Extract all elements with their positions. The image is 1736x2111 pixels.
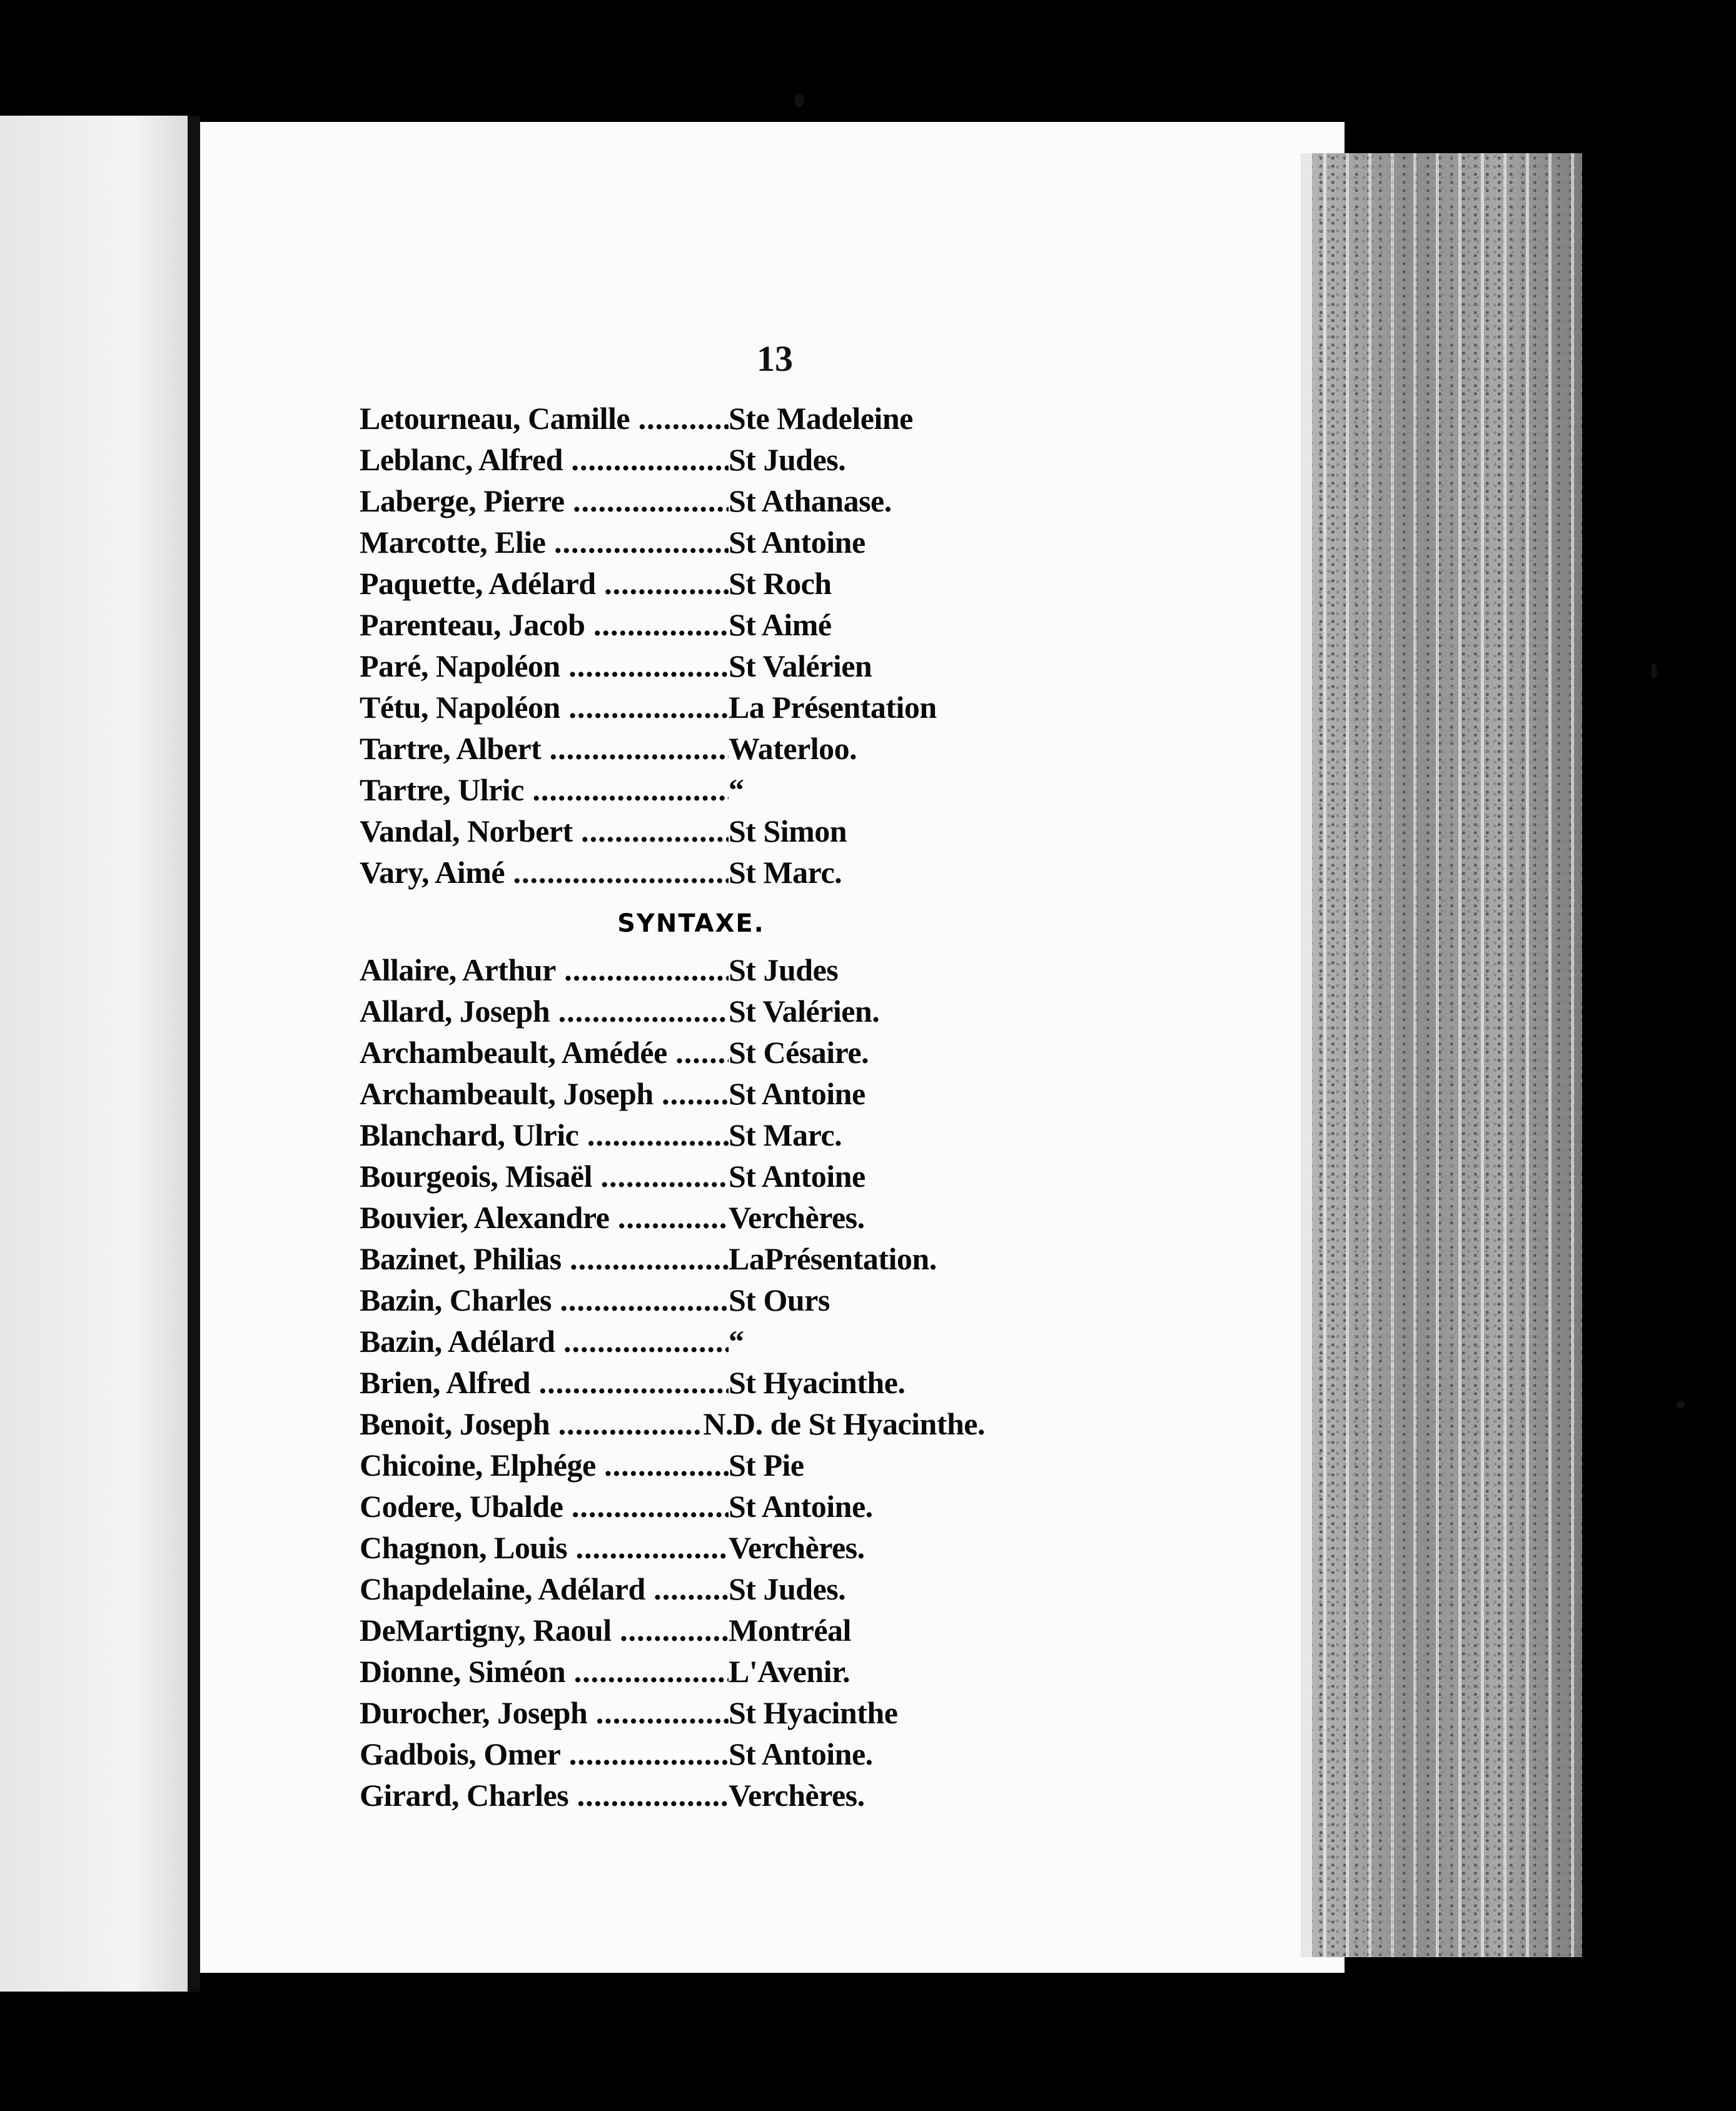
entry-name: Dionne, Siméon ..... <box>360 1653 729 1690</box>
list-item <box>360 648 985 689</box>
entry-name: Allaire, Arthur ..... <box>360 952 729 988</box>
entry-place: LaPrésentation. <box>729 1241 937 1276</box>
list-item <box>360 730 985 772</box>
entry-place: “ <box>729 1324 744 1359</box>
list-item <box>360 1117 985 1158</box>
list-item <box>360 1653 985 1695</box>
entry-name: Tartre, Ulric ..... <box>360 772 729 808</box>
entry-name: Marcotte, Elie ..... <box>360 524 729 560</box>
entry-place: St Athanase. <box>729 483 892 518</box>
page-edge-shadow <box>1301 153 1312 1957</box>
entry-name: Laberge, Pierre ..... <box>360 483 729 519</box>
entry-name: Bazin, Charles ..... <box>360 1282 729 1318</box>
entry-name: Bourgeois, Misaël ..... <box>360 1158 729 1194</box>
entry-place: “ <box>729 772 744 807</box>
list-item <box>360 1282 985 1323</box>
entry-name: Chapdelaine, Adélard ..... <box>360 1571 729 1607</box>
entry-place: N.D. de St Hyacinthe. <box>703 1406 985 1441</box>
entry-place: St Aimé <box>729 607 832 642</box>
list-item <box>360 854 985 895</box>
book-gutter <box>188 116 200 1992</box>
entry-name: Chagnon, Louis ..... <box>360 1529 729 1566</box>
entry-name: Paquette, Adélard ..... <box>360 565 729 602</box>
list-item <box>360 1695 985 1736</box>
entry-place: Verchères. <box>729 1778 865 1813</box>
entry-name: Leblanc, Alfred ..... <box>360 441 729 478</box>
entry-name: Durocher, Joseph ..... <box>360 1695 729 1731</box>
list-item <box>360 441 985 483</box>
entry-name: Benoit, Joseph ..... <box>360 1406 703 1442</box>
list-item <box>360 813 985 854</box>
list-item <box>360 689 985 730</box>
entry-place: L'Avenir. <box>729 1654 850 1689</box>
entry-place: St Antoine. <box>729 1489 873 1524</box>
list-item <box>360 1158 985 1199</box>
list-item <box>360 1571 985 1612</box>
entry-place: St Judes. <box>729 442 846 477</box>
entry-name: Brien, Alfred ..... <box>360 1364 729 1401</box>
list-item <box>360 1364 985 1406</box>
entry-name: Paré, Napoléon ..... <box>360 648 729 684</box>
entry-place: St Roch <box>729 566 832 601</box>
list-item <box>360 400 985 441</box>
entry-name: Girard, Charles ..... <box>360 1777 729 1813</box>
entry-place: St Hyacinthe <box>729 1695 898 1730</box>
entry-name: Vandal, Norbert ..... <box>360 813 729 849</box>
list-item <box>360 565 985 607</box>
entry-place: Verchères. <box>729 1200 865 1235</box>
ink-speck <box>1676 1401 1685 1408</box>
page-number: 13 <box>757 338 793 379</box>
entry-name: Allard, Joseph ..... <box>360 993 729 1029</box>
entry-place: St Simon <box>729 814 847 849</box>
list-item <box>360 1612 985 1653</box>
list-item <box>360 1323 985 1364</box>
entry-name: Tétu, Napoléon ..... <box>360 689 729 725</box>
entry-place: Waterloo. <box>729 731 857 766</box>
left-page-edge <box>0 116 188 1992</box>
entry-name: Chicoine, Elphége ..... <box>360 1447 729 1483</box>
entry-name: Blanchard, Ulric ..... <box>360 1117 729 1153</box>
entry-place: St Marc. <box>729 855 842 890</box>
entry-name: Tartre, Albert ..... <box>360 730 729 767</box>
ink-speck <box>794 94 804 108</box>
entry-name: Letourneau, Camille ..... <box>360 400 729 436</box>
entry-place: Ste Madeleine <box>729 401 913 436</box>
list-item <box>360 772 985 813</box>
entry-place: St Antoine. <box>729 1736 873 1771</box>
list-item <box>360 1447 985 1488</box>
entry-place: St Valérien <box>729 648 872 683</box>
list-item <box>360 483 985 524</box>
entry-name: Codere, Ubalde ..... <box>360 1488 729 1524</box>
entry-name: Bouvier, Alexandre ..... <box>360 1199 729 1236</box>
entry-place: St Judes <box>729 952 839 987</box>
list-item <box>360 1488 985 1529</box>
page-edges <box>1301 153 1582 1957</box>
list-item <box>360 993 985 1034</box>
entry-name: Gadbois, Omer ..... <box>360 1736 729 1772</box>
list-item <box>360 607 985 648</box>
list-item <box>360 1199 985 1241</box>
list-item <box>360 1076 985 1117</box>
entry-name: DeMartigny, Raoul ..... <box>360 1612 729 1648</box>
entry-place: Montréal <box>729 1613 851 1648</box>
entry-name: Parenteau, Jacob ..... <box>360 607 729 643</box>
list-item <box>360 524 985 565</box>
entry-name: Bazinet, Philias ..... <box>360 1241 729 1277</box>
entry-place: St Antoine <box>729 1159 865 1194</box>
list-item <box>360 1406 985 1447</box>
section-heading: SYNTAXE. <box>617 909 765 938</box>
entry-place: St Pie <box>729 1448 804 1483</box>
list-item <box>360 1777 985 1818</box>
entry-place: St Ours <box>729 1282 830 1317</box>
entry-place: St Judes. <box>729 1571 846 1606</box>
entry-place: Verchères. <box>729 1530 865 1565</box>
list-item <box>360 1529 985 1571</box>
entry-name: Archambeault, Amédée ..... <box>360 1034 729 1071</box>
entry-place: St Antoine <box>729 525 865 560</box>
entry-place: St Hyacinthe. <box>729 1365 906 1400</box>
list-item <box>360 952 985 993</box>
entry-place: La Présentation <box>729 690 937 725</box>
list-item <box>360 1736 985 1777</box>
entry-name: Archambeault, Joseph ..... <box>360 1076 729 1112</box>
entry-name: Bazin, Adélard ..... <box>360 1323 729 1359</box>
entry-place: St Valérien. <box>729 994 880 1029</box>
entry-place: St Marc. <box>729 1117 842 1152</box>
entry-place: St Césaire. <box>729 1035 869 1070</box>
entry-name: Vary, Aimé ..... <box>360 854 729 890</box>
entry-place: St Antoine <box>729 1076 865 1111</box>
name-list <box>360 400 985 1818</box>
list-item <box>360 1241 985 1282</box>
ink-speck <box>1651 663 1657 679</box>
list-item <box>360 1034 985 1076</box>
